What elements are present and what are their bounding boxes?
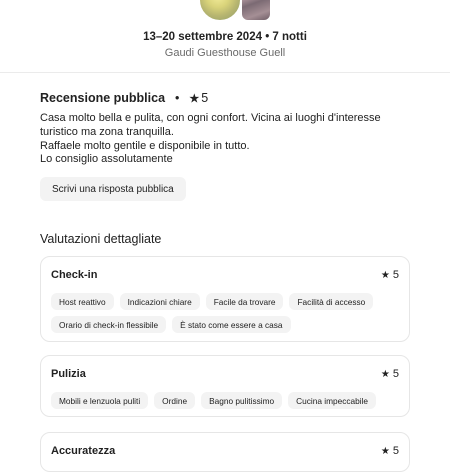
tag: Ordine [154,392,195,409]
review-line: Casa molto bella e pulita, con ogni confort. Vicina ai luoghi d'interesse turistico ma zona tranquilla. [40,112,381,138]
tag: È stato come essere a casa [172,316,290,333]
tag: Facile da trovare [206,293,284,310]
tag: Orario di check-in flessibile [51,316,166,333]
category-rating [381,368,399,380]
rating-card-checkin [40,256,410,342]
category-name: Check-in [51,269,98,281]
category-name: Pulizia [51,368,86,380]
listing-name: Gaudi Guesthouse Guell [164,47,286,59]
star-icon: ★ [380,269,390,281]
category-name: Accuratezza [51,445,116,457]
category-rating-value: 5 [392,368,399,380]
review-rating: 5 [201,91,209,105]
review-header [40,91,208,105]
divider [0,72,450,73]
stay-dates: 13–20 settembre 2024 • 7 notti [143,31,307,43]
star-icon: ★ [189,92,200,105]
tag-list [51,293,399,333]
detailed-ratings-title: Valutazioni dettagliate [40,232,162,246]
review-heading: Recensione pubblica [40,91,166,105]
tag-list [51,392,399,409]
tag: Bagno pulitissimo [201,392,282,409]
listing-photo[interactable] [240,0,272,22]
tag: Indicazioni chiare [120,293,200,310]
review-text [40,112,420,167]
write-public-reply-button[interactable]: Scrivi una risposta pubblica [40,177,186,201]
avatars [198,0,278,22]
review-line: Lo consiglio assolutamente [40,153,173,166]
star-icon: ★ [380,368,390,380]
tag: Cucina impeccabile [288,392,376,409]
rating-card-accuracy [40,432,410,472]
tag: Facilità di accesso [289,293,373,310]
star-icon: ★ [380,445,390,457]
category-rating-value: 5 [392,445,399,457]
tag: Host reattivo [51,293,114,310]
separator-dot: • [175,91,180,105]
category-rating [381,445,399,457]
tag: Mobili e lenzuola puliti [51,392,148,409]
category-rating-value: 5 [392,269,399,281]
guest-avatar[interactable] [198,0,242,22]
rating-card-cleanliness [40,355,410,417]
review-line: Raffaele molto gentile e disponibile in tutto. [40,139,250,152]
category-rating [381,269,399,281]
